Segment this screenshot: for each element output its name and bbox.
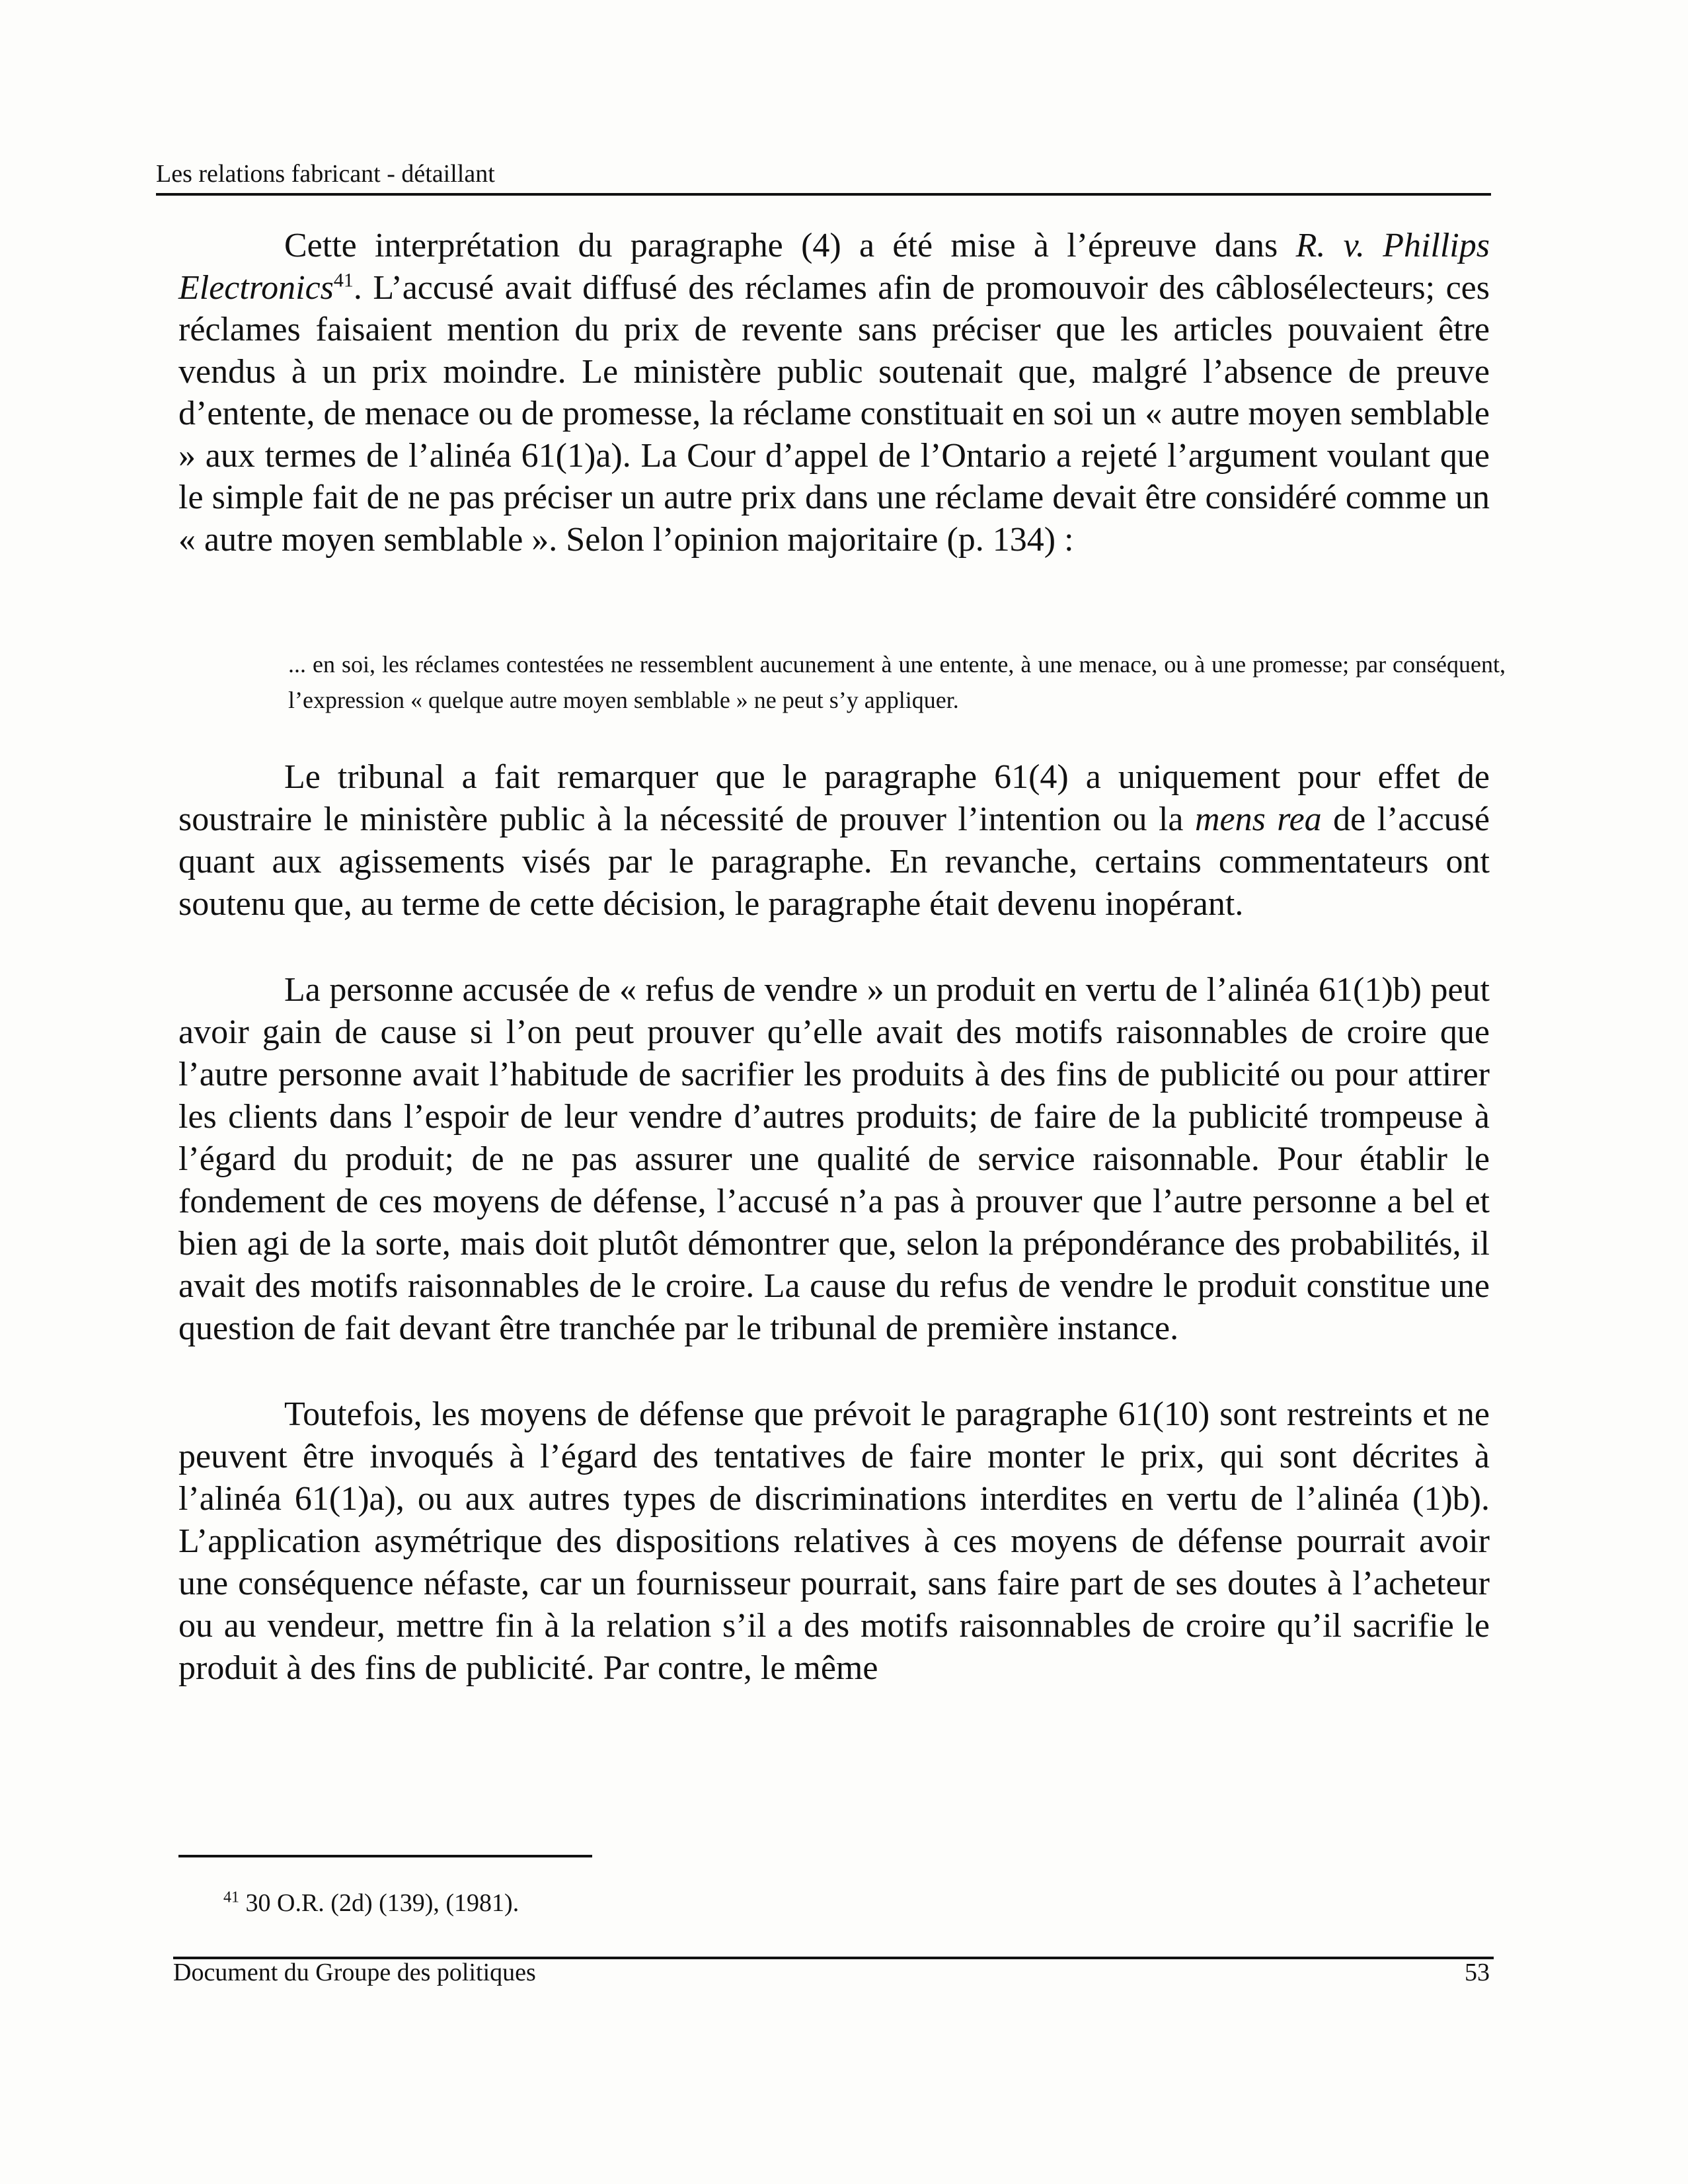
block-quote-text: ... en soi, les réclames contestées ne ressemblent aucunement à une entente, à une menace, ou à une promesse; par conséquent, l’expression « quelque autre moyen semblable » ne peut s’y appliquer. bbox=[288, 651, 1506, 713]
footnote-text: 30 O.R. (2d) (139), (1981). bbox=[239, 1889, 519, 1917]
paragraph-2-text-a: Le tribunal a fait remarquer que le paragraphe 61(4) a uniquement pour effet de soustraire le ministère public à la nécessité de prouver l’intention ou la bbox=[178, 758, 1490, 838]
footnote-rule bbox=[178, 1855, 592, 1857]
paragraph-1 bbox=[178, 225, 1490, 561]
page-number: 53 bbox=[1465, 1959, 1490, 1986]
running-header: Les relations fabricant - détaillant bbox=[156, 160, 495, 188]
footnote-number: 41 bbox=[223, 1889, 239, 1906]
latin-term: mens rea bbox=[1194, 800, 1322, 838]
paragraph-2-text-b: de l’accusé quant aux agissements visés par le paragraphe. En revanche, certains commentateurs ont soutenu que, au terme de cette décision, le paragraphe était devenu inopérant. bbox=[178, 800, 1490, 923]
footer-title: Document du Groupe des politiques bbox=[173, 1959, 536, 1986]
paragraph-3: La personne accusée de « refus de vendre » un produit en vertu de l’alinéa 61(1)b) peut avoir gain de cause si l’on peut prouver qu’elle avait des motifs raisonnables de croire que l’autre personne avait l’habitude de sacrifier les produits à des fins de publicité ou pour attirer les clients dans l’espoir de leur vendre d’autres produits; de faire de la publicité trompeuse à l’égard du produit; de ne pas assurer une qualité de service raisonnable. Pour établir le fondement de ces moyens de défense, l’accusé n’a pas à prouver que l’autre personne a bel et bien agi de la sorte, mais doit plutôt démontrer que, selon la prépondérance des probabilités, il avait des motifs raisonnables de le croire. La cause du refus de vendre le produit constitue une question de fait devant être tranchée par le tribunal de première instance. bbox=[178, 971, 1490, 1347]
footnote-reference[interactable]: 41 bbox=[333, 269, 354, 292]
footnote bbox=[223, 1888, 519, 1918]
paragraph-2 bbox=[178, 756, 1490, 925]
paragraph-1-text-b: . L’accusé avait diffusé des réclames afin de promouvoir des câblosélecteurs; ces réclames faisaient mention du prix de revente sans préciser que les articles pouvaient être vendus à un prix moindre. Le ministère public soutenait que, malgré l’absence de preuve d’entente, de menace ou de promesse, la réclame constituait en soi un « autre moyen semblable » aux termes de l’alinéa 61(1)a). La Cour d’appel de l’Ontario a rejeté l’argument voulant que le simple fait de ne pas préciser un autre prix dans une réclame devait être considéré comme un « autre moyen semblable ». Selon l’opinion majoritaire (p. 134) : bbox=[178, 268, 1490, 559]
block-quote bbox=[288, 646, 1506, 718]
header-rule bbox=[156, 193, 1491, 196]
body-lower bbox=[178, 756, 1490, 1690]
paragraph-1-text-a: Cette interprétation du paragraphe (4) a été mise à l’épreuve dans bbox=[284, 227, 1296, 264]
case-citation: R. v. Phillips Electronics bbox=[178, 227, 1490, 307]
body-upper bbox=[178, 225, 1490, 561]
paragraph-4: Toutefois, les moyens de défense que prévoit le paragraphe 61(10) sont restreints et ne peuvent être invoqués à l’égard des tentatives de faire monter le prix, qui sont décrites à l’alinéa 61(1)a), ou aux autres types de discriminations interdites en vertu de l’alinéa (1)b). L’application asymétrique des dispositions relatives à ces moyens de défense pourrait avoir une conséquence néfaste, car un fournisseur pourrait, sans faire part de ses doutes à l’acheteur ou au vendeur, mettre fin à la relation s’il a des motifs raisonnables de croire qu’il sacrifie le produit à des fins de publicité. Par contre, le même bbox=[178, 1395, 1490, 1687]
